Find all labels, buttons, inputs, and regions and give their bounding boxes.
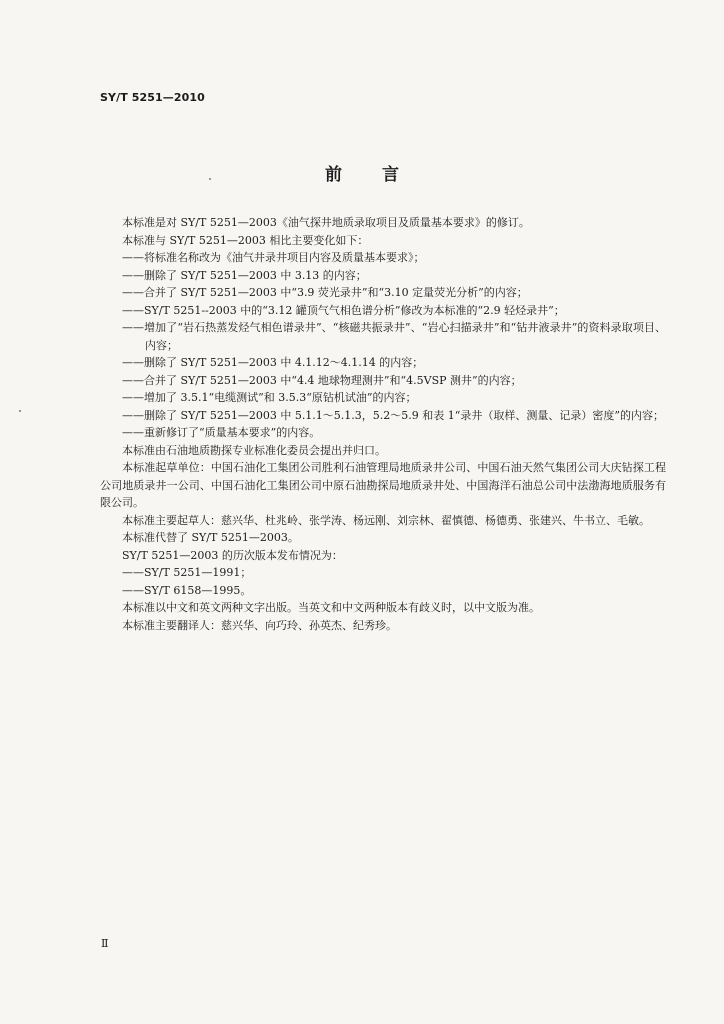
change-item: ——删除了 SY/T 5251—2003 中 4.1.12～4.1.14 的内容；	[122, 356, 424, 369]
page-number: Ⅱ	[101, 937, 109, 950]
history-item: ——SY/T 5251—1991；	[122, 566, 252, 579]
paragraph-proposer: 本标准由石油地质勘探专业标准化委员会提出并归口。	[122, 443, 386, 457]
change-item: ——将标准名称改为《油气井录井项目内容及质量基本要求》；	[122, 251, 425, 264]
foreword-body	[100, 214, 666, 634]
section-title	[0, 160, 724, 185]
title-char-2: 言	[382, 165, 399, 185]
change-item: ——合并了 SY/T 5251—2003 中“4.4 地球物理测井”和“4.5VSP 测井”的内容；	[122, 373, 522, 387]
paragraph-main-drafters: 本标准主要起草人：慈兴华、杜兆岭、张学涛、杨远刚、刘宗林、翟慎德、杨德勇、张建兴、牛书立、毛敏。	[122, 513, 650, 527]
change-item: ——增加了 3.5.1“电缆测试”和 3.5.3“原钻机试油”的内容；	[122, 391, 417, 404]
paragraph-replaces: 本标准代替了 SY/T 5251—2003。	[122, 531, 299, 544]
title-char-1: 前	[325, 165, 342, 185]
change-item: ——合并了 SY/T 5251—2003 中“3.9 荧光录井”和“3.10 定量荧光分析”的内容；	[122, 286, 528, 299]
paragraph-changes-intro: 本标准与 SY/T 5251—2003 相比主要变化如下：	[122, 233, 369, 247]
change-item: ——删除了 SY/T 5251—2003 中 5.1.1～5.1.3，5.2～5.9 和表 1“录井（取样、测量、记录）密度”的内容；	[122, 408, 665, 422]
change-item: ——增加了“岩石热蒸发烃气相色谱录井”、“核磁共振录井”、“岩心扫描录井”和“钻井液录井”的资料录取项目、内容；	[122, 321, 666, 352]
document-code-header: SY/T 5251—2010	[100, 91, 205, 104]
history-item: ——SY/T 6158—1995。	[122, 583, 252, 597]
paragraph-history-intro: SY/T 5251—2003 的历次版本发布情况为：	[122, 548, 343, 562]
paragraph-revision-statement: 本标准是对 SY/T 5251—2003《油气探井地质录取项目及质量基本要求》的修订。	[122, 216, 530, 229]
change-item: ——重新修订了“质量基本要求”的内容。	[122, 426, 321, 439]
paragraph-translators: 本标准主要翻译人：慈兴华、向巧玲、孙英杰、纪秀珍。	[122, 618, 397, 632]
change-item: ——删除了 SY/T 5251—2003 中 3.13 的内容；	[122, 268, 367, 282]
paragraph-drafting-units: 本标准起草单位：中国石油化工集团公司胜利石油管理局地质录井公司、中国石油天然气集团公司大庆钻探工程公司地质录井一公司、中国石油化工集团公司中原石油勘探局地质录井处、中国海洋石油总公司中法渤海地质服务有限公司。	[100, 461, 666, 509]
change-item: ——SY/T 5251--2003 中的“3.12 罐顶气气相色谱分析”修改为本标准的“2.9 轻烃录井”；	[122, 303, 565, 317]
scan-speck	[19, 410, 21, 412]
scan-speck	[209, 178, 211, 180]
paragraph-languages: 本标准以中文和英文两种文字出版。当英文和中文两种版本有歧义时，以中文版为准。	[122, 601, 540, 614]
